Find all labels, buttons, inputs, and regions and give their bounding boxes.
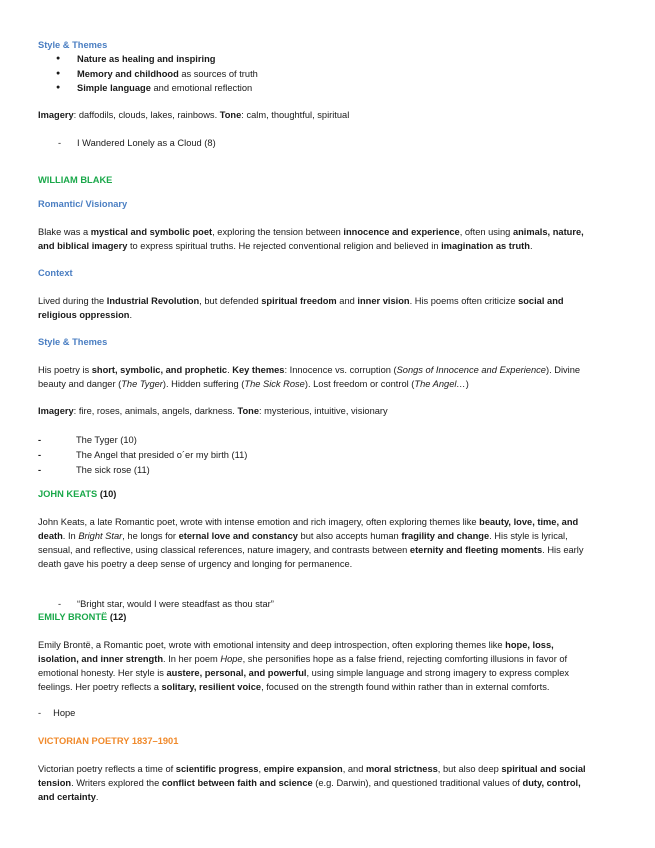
list-item: ● Simple language and emotional reflection: [38, 81, 610, 96]
blake-poem-list: [38, 433, 610, 478]
victorian-heading: VICTORIAN POETRY 1837–1901: [38, 736, 179, 746]
bronte-paragraph: Emily Brontë, a Romantic poet, wrote with emotional intensity and deep introspection, often exploring themes like hope, loss, isolation, and inner strength. In her poem Hope, she personifies hope as a false friend, rejecting comforting illusions in favor of emotional honesty. Her style is austere, personal, and powerful, using simple language and strong imagery to express complex feelings. Her poetry reflects a solitary, resilient voice, focused on the strength found within rather than in external comforts.: [38, 640, 570, 692]
blake-subheading: Romantic/ Visionary: [38, 199, 128, 209]
blake-context: Lived during the Industrial Revolution, but defended spiritual freedom and inner vision. His poems often criticize social and religious oppression.: [38, 296, 564, 320]
wordsworth-imagery: Imagery: daffodils, clouds, lakes, rainbows. Tone: calm, thoughtful, spiritual: [38, 110, 350, 120]
blake-heading: WILLIAM BLAKE: [38, 175, 113, 185]
blake-imagery: Imagery: fire, roses, animals, angels, darkness. Tone: mysterious, intuitive, visionary: [38, 406, 388, 416]
wordsworth-poem-item: - I Wandered Lonely as a Cloud (8): [58, 138, 216, 148]
list-item: - The sick rose (11): [38, 465, 150, 475]
list-item: ● Nature as healing and inspiring: [38, 52, 610, 67]
victorian-paragraph: Victorian poetry reflects a time of scientific progress, empire expansion, and moral strictness, but also deep spiritual and social tension. Writers explored the conflict between faith and science (e.g. Darwin), and questioned traditional values of duty, control, and certainty.: [38, 764, 586, 802]
blake-style: His poetry is short, symbolic, and prophetic. Key themes: Innocence vs. corruption (Songs of Innocence and Experience). Divine beauty and danger (The Tyger). Hidden suffering (The Sick Rose). Lost freedom or control (The Angel…): [38, 365, 581, 389]
list-item: - The Angel that presided o´er my birth (11): [38, 450, 248, 460]
blake-intro: Blake was a mystical and symbolic poet, exploring the tension between innocence and experience, often using animals, nature, and biblical imagery to express spiritual truths. He rejected conventional religion and believed in imagination as truth.: [38, 227, 584, 251]
list-item: ● Memory and childhood as sources of truth: [38, 67, 610, 82]
keats-paragraph: John Keats, a late Romantic poet, wrote with intense emotion and rich imagery, often exploring themes like beauty, love, time, and death. In Bright Star, he longs for eternal love and constancy but also accepts human fragility and change. His style is lyrical, sensual, and reflective, using classical references, nature imagery, and contrasts between eternity and fleeting moments. His early death gave his poetry a deep sense of urgency and longing for permanence.: [38, 517, 584, 569]
bronte-heading: EMILY BRONTË (12): [38, 612, 127, 622]
bronte-poem-item: - Hope: [38, 708, 76, 718]
wordsworth-style-heading: Style & Themes: [38, 40, 108, 50]
keats-poem-item: - “Bright star, would I were steadfast as thou star”: [58, 599, 274, 609]
keats-heading: JOHN KEATS (10): [38, 489, 117, 499]
blake-style-heading: Style & Themes: [38, 337, 108, 347]
wordsworth-themes-list: [38, 52, 610, 96]
blake-context-heading: Context: [38, 268, 73, 278]
list-item: - The Tyger (10): [38, 435, 137, 445]
